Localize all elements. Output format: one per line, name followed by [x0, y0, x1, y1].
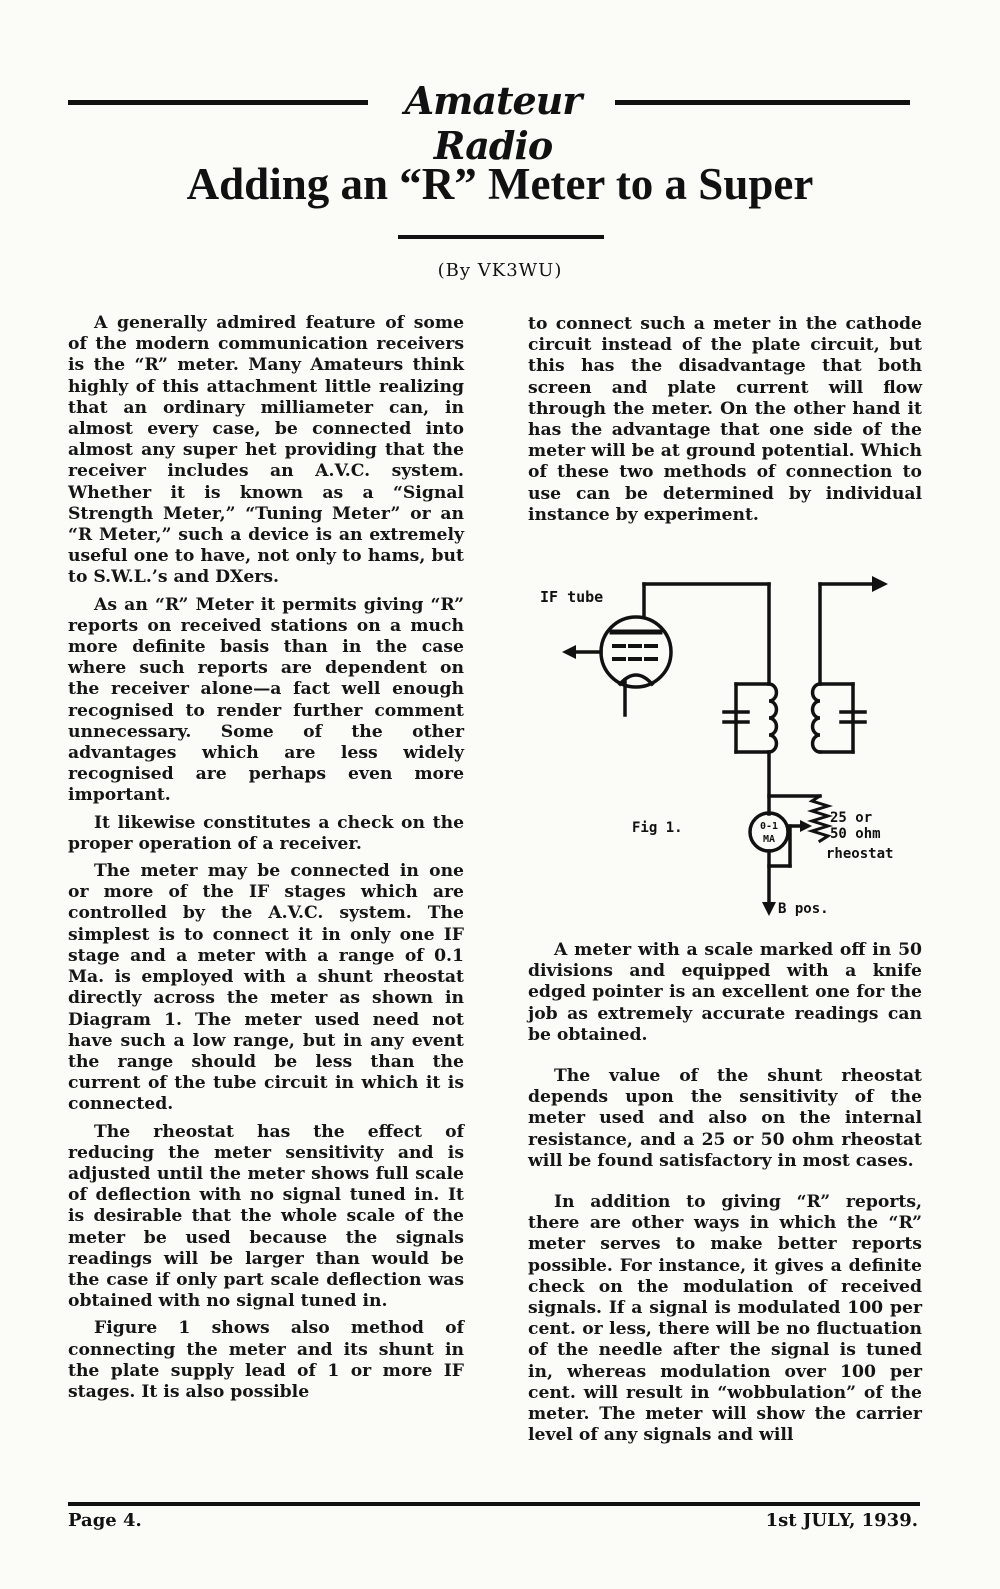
masthead-logo: Amateur Radio	[404, 78, 582, 168]
paragraph: As an “R” Meter it permits giving “R” reports on received stations on a much more definite basis than in the case where such reports are dependent on the receiver alone—a fact well enough recognised to render further comment unnecessary. Some of the other advantages which are less widely recognised are perhaps even more important.	[68, 594, 464, 806]
rheostat-label-1: 25 or	[830, 810, 873, 826]
tube-label: IF tube	[540, 588, 604, 606]
circuit-diagram	[528, 570, 928, 930]
masthead	[68, 78, 910, 168]
article-title: Adding an “R” Meter to a Super	[186, 159, 814, 209]
title-divider	[398, 235, 604, 239]
masthead-rule-right	[615, 100, 910, 105]
meter-label-bottom: MA	[762, 834, 776, 845]
figure-caption: Fig 1.	[632, 820, 683, 836]
milliammeter	[750, 813, 788, 851]
rheostat-label-2: 50 ohm	[830, 826, 881, 842]
output-arrow	[872, 576, 888, 592]
paragraph: to connect such a meter in the cathode circuit instead of the plate circuit, but this has the disadvantage that both screen and plate current will flow through the meter. On the other hand it has the advantage that one side of the meter will be at ground potential. Which of these two methods of connection to use can be determined by individual instance by experiment.	[528, 314, 922, 525]
right-column-top	[528, 314, 922, 532]
circuit-diagram-figure	[528, 570, 928, 930]
article-byline: (By VK3WU)	[437, 260, 563, 281]
paragraph: A meter with a scale marked off in 50 divisions and equipped with a knife edged pointer is an excellent one for the job as extremely accurate readings can be obtained.	[528, 940, 922, 1045]
footer-divider	[68, 1502, 920, 1506]
left-column	[68, 313, 464, 1409]
secondary-coil	[813, 684, 820, 752]
paragraph: Figure 1 shows also method of connecting the meter and its shunt in the plate supply lead of 1 or more IF stages. It is also possible	[68, 1318, 464, 1402]
issue-date: 1st JULY, 1939.	[765, 1510, 918, 1531]
page-number: Page 4.	[68, 1510, 142, 1531]
rheostat	[812, 796, 828, 841]
rheostat-label-3: rheostat	[826, 846, 894, 862]
paragraph: In addition to giving “R” reports, there are other ways in which the “R” meter serves to make better reports possible. For instance, it gives a definite check on the modulation of received signals. If a signal is modulated 100 per cent. or less, there will be no fluctuation of the needle after the signal is tuned in, whereas modulation over 100 per cent. will result in “wobbulation” of the meter. The meter will show the carrier level of any signals and will	[528, 1192, 922, 1446]
paragraph: It likewise constitutes a check on the proper operation of a receiver.	[68, 812, 464, 854]
grid-arrow	[562, 645, 576, 659]
paragraph: The meter may be connected in one or more of the IF stages which are controlled by the A.V.C. system. The simplest is to connect it in only one IF stage and a meter with a range of 0.1 Ma. is employed with a shunt rheostat directly across the meter as shown in Diagram 1. The meter used need not have such a low range, but in any event the range should be less than the current of the tube circuit in which it is connected.	[68, 861, 464, 1115]
right-column-bottom	[528, 940, 922, 1466]
supply-label: B pos.	[778, 901, 829, 917]
masthead-rule-left	[68, 100, 368, 105]
paragraph: The rheostat has the effect of reducing the meter sensitivity and is adjusted until the meter shows full scale of deflection with no signal tuned in. It is desirable that the whole scale of the meter be used because the signals readings will be larger than would be the case if only part scale deflection was obtained with no signal tuned in.	[68, 1121, 464, 1312]
meter-label-top: 0-1	[759, 821, 779, 832]
supply-arrow	[762, 902, 776, 916]
paragraph: The value of the shunt rheostat depends upon the sensitivity of the meter used and also on the internal resistance, and a 25 or 50 ohm rheostat will be found satisfactory in most cases.	[528, 1066, 922, 1171]
paragraph: A generally admired feature of some of the modern communication receivers is the “R” meter. Many Amateurs think highly of this attachment little realizing that an ordinary milliameter can, in almost every case, be connected into almost any super het providing that the receiver includes an A.V.C. system. Whether it is known as a “Signal Strength Meter,” “Tuning Meter” or an “R Meter,” such a device is an extremely useful one to have, not only to hams, but to S.W.L.’s and DXers.	[68, 313, 464, 588]
primary-coil	[769, 684, 776, 752]
